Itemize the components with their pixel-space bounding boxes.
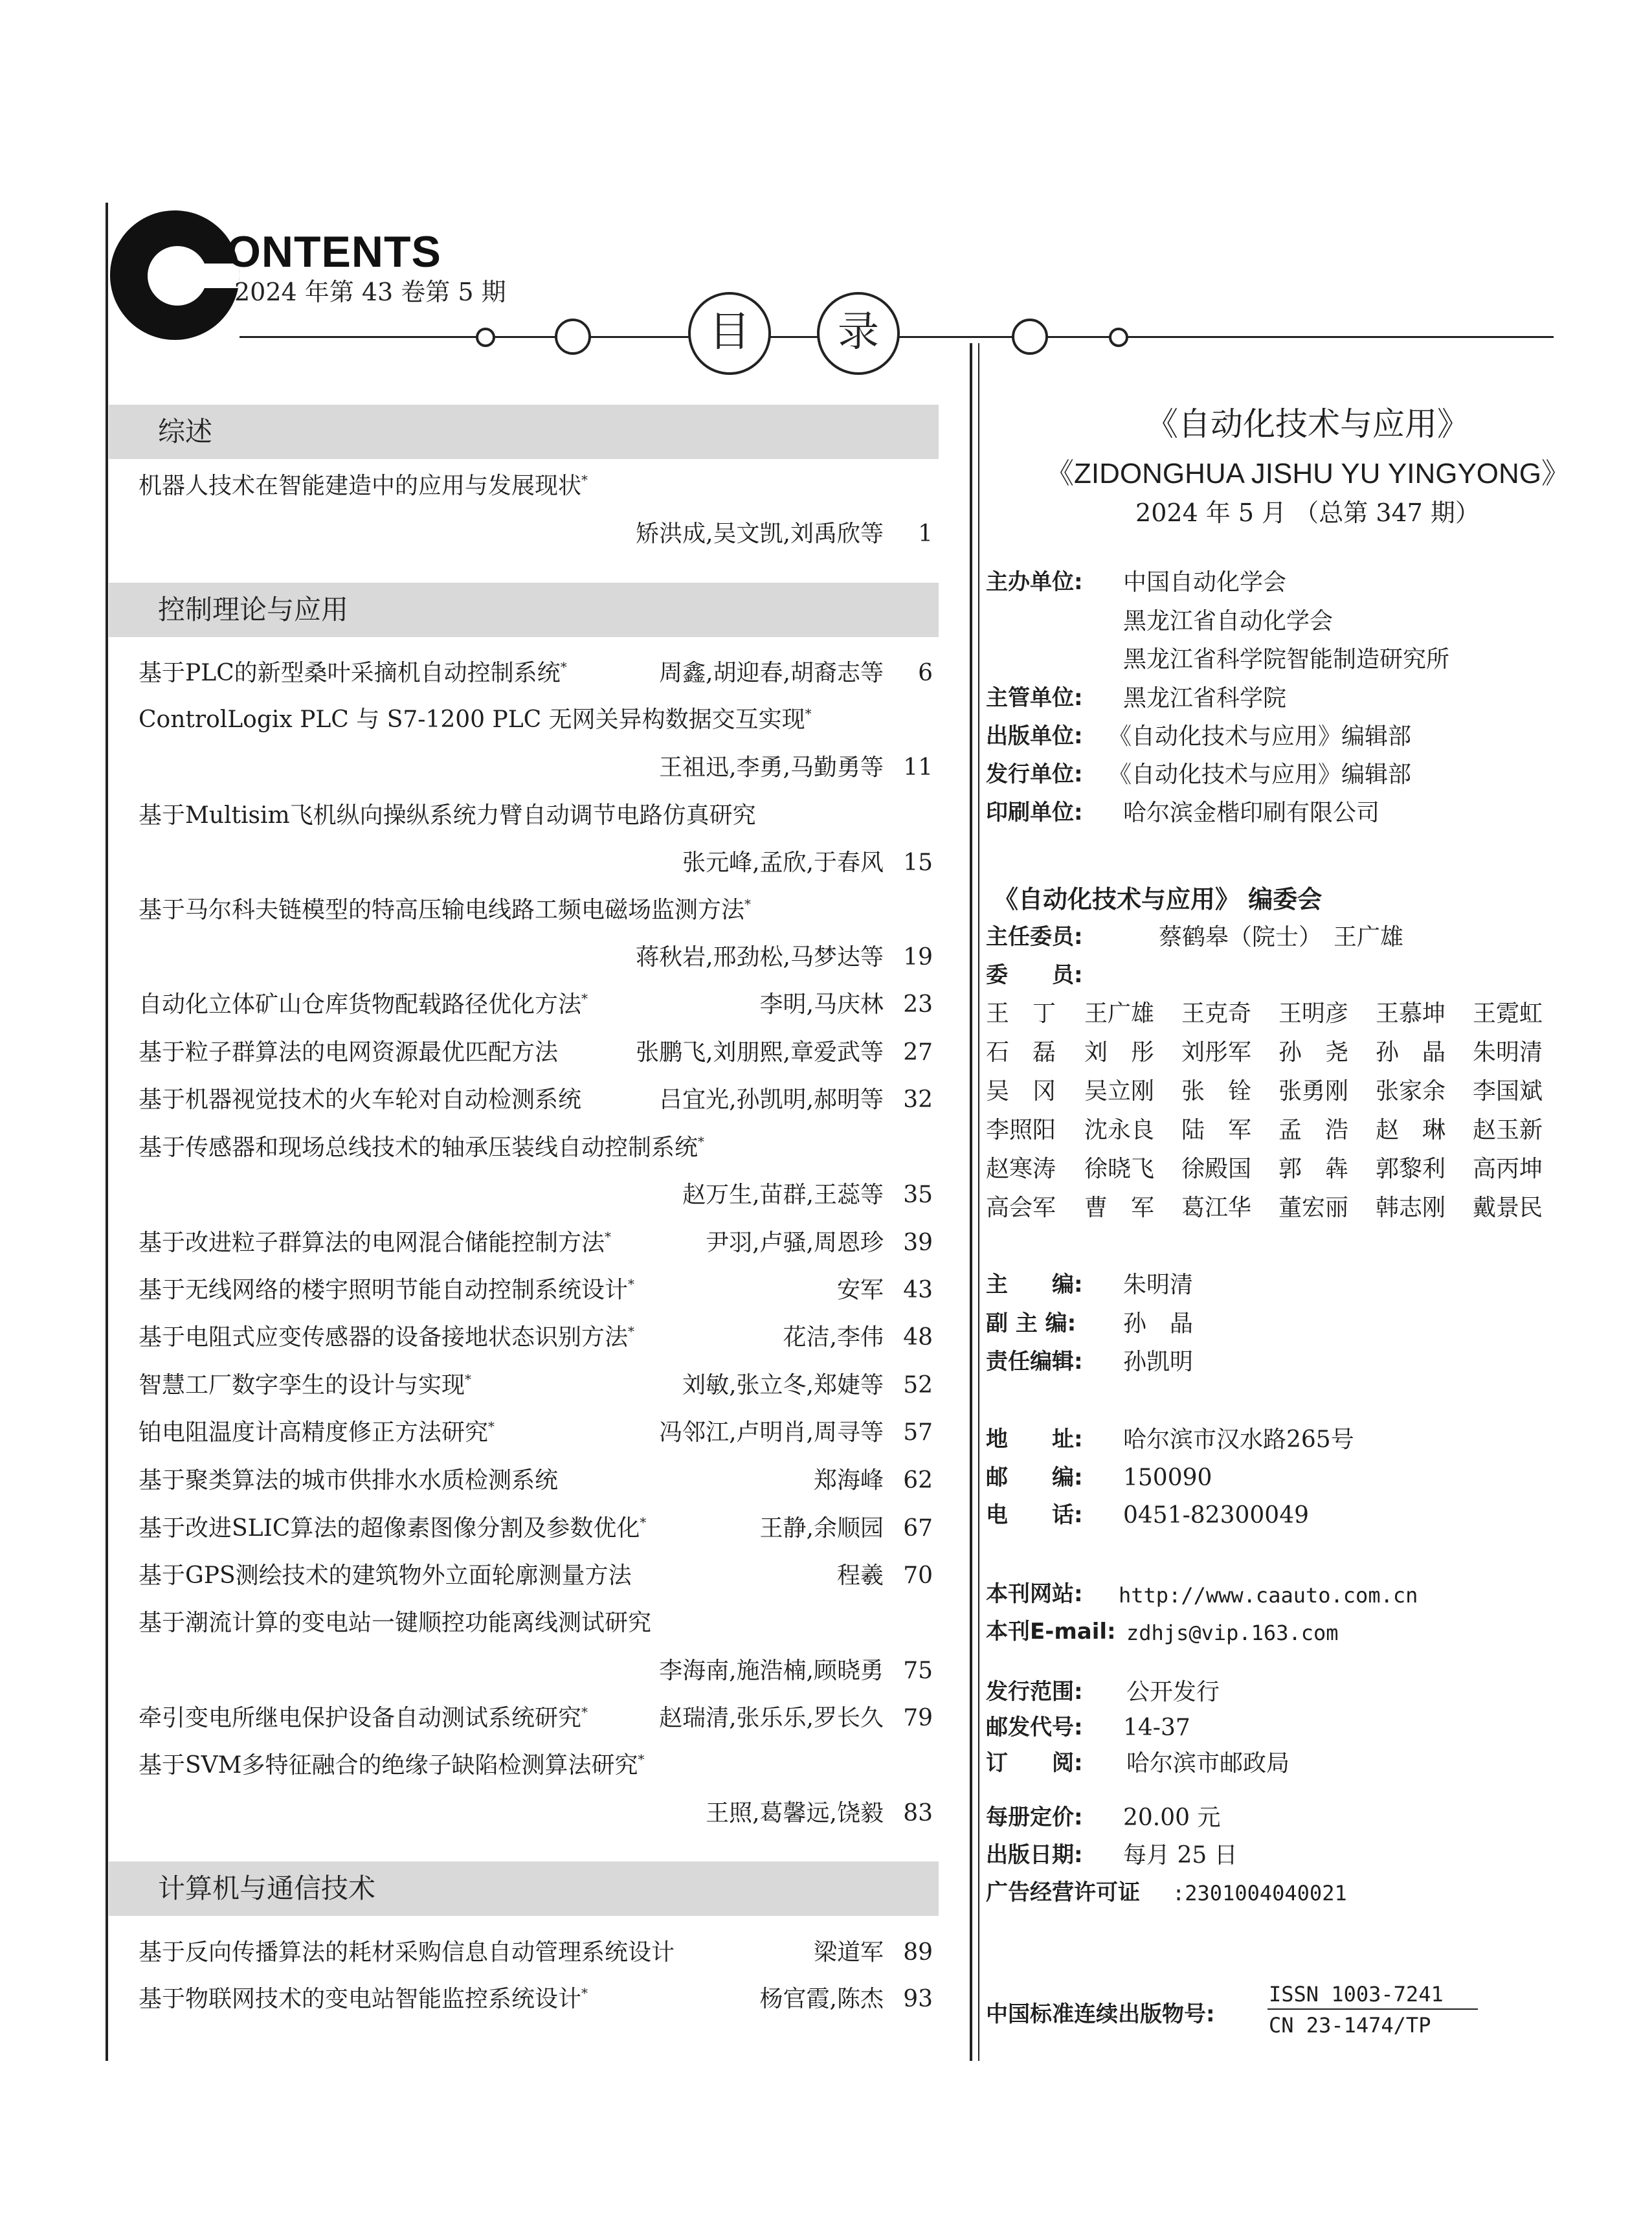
left-rule (106, 203, 108, 2061)
member: 葛江华 (1181, 1195, 1252, 1221)
website-link[interactable]: http://www.caauto.com.cn (1119, 1583, 1418, 1608)
member: 石 磊 (986, 1039, 1056, 1066)
member: 刘彤军 (1181, 1039, 1252, 1066)
supervisor: 黑龙江省科学院 (1123, 685, 1287, 712)
ring-decoration (1012, 319, 1048, 355)
toc-entry[interactable]: ControlLogix PLC 与 S7-1200 PLC 无网关异构数据交互实现* (139, 706, 812, 733)
scope: 公开发行 (1126, 1679, 1220, 1705)
sponsor-3: 黑龙江省科学院智能制造研究所 (1123, 646, 1450, 673)
journal-title-pinyin: 《ZIDONGHUA JISHU YU YINGYONG》 (1045, 458, 1570, 489)
website-label: 本刊网站: (986, 1581, 1083, 1607)
email-label: 本刊E-mail: (986, 1619, 1116, 1645)
member: 王明彦 (1278, 1000, 1349, 1027)
ad-license-label: 广告经营许可证 (986, 1880, 1140, 1906)
subscribe: 哈尔滨市邮政局 (1126, 1750, 1290, 1777)
toc-entry[interactable]: 基于反向传播算法的耗材采购信息自动管理系统设计 梁道军 89 (139, 1939, 933, 1966)
postal-code: 14-37 (1123, 1714, 1190, 1741)
sponsor-1: 中国自动化学会 (1123, 569, 1287, 596)
member: 孙 尧 (1278, 1039, 1349, 1066)
toc-entry-authors: 王祖迅,李勇,马勤勇等 11 (659, 754, 933, 781)
member: 王 丁 (986, 1000, 1056, 1027)
member: 孟 浩 (1278, 1117, 1349, 1143)
responsible-editor: 孙凯明 (1123, 1349, 1194, 1375)
member: 王广雄 (1084, 1000, 1155, 1027)
toc-entry[interactable]: 牵引变电所继电保护设备自动测试系统研究* 赵瑞清,张乐乐,罗长久 79 (139, 1704, 933, 1731)
toc-entry[interactable]: 基于GPS测绘技术的建筑物外立面轮廓测量方法 程羲 70 (139, 1562, 933, 1589)
toc-entry[interactable]: 基于机器视觉技术的火车轮对自动检测系统 吕宜光,孙凯明,郝明等 32 (139, 1086, 933, 1113)
directors: 蔡鹤皋（院士） 王广雄 (1159, 924, 1404, 950)
member: 赵玉新 (1473, 1117, 1543, 1143)
ring-decoration (1109, 328, 1128, 347)
member: 张勇刚 (1278, 1078, 1349, 1105)
price-label: 每册定价: (986, 1804, 1083, 1830)
publisher: 《自动化技术与应用》编辑部 (1108, 723, 1412, 750)
cn-number: CN 23-1474/TP (1269, 2013, 1431, 2038)
price: 20.00 元 (1123, 1804, 1221, 1831)
phone: 0451-82300049 (1123, 1502, 1310, 1529)
pubdate: 每月 25 日 (1123, 1842, 1238, 1869)
section-header: 控制理论与应用 (109, 583, 939, 637)
printer-label: 印刷单位: (986, 800, 1083, 826)
member: 徐晓飞 (1084, 1156, 1155, 1182)
member: 孙 晶 (1376, 1039, 1446, 1066)
distributor-label: 发行单位: (986, 761, 1083, 787)
column-divider-thin (978, 343, 979, 2061)
member: 董宏丽 (1278, 1195, 1349, 1221)
toc-entry-authors: 赵万生,苗群,王蕊等 35 (682, 1182, 933, 1208)
toc-entry[interactable]: 基于传感器和现场总线技术的轴承压装线自动控制系统* (139, 1134, 705, 1161)
member: 赵寒涛 (986, 1156, 1056, 1182)
issue-info: 2024 年第 43 卷第 5 期 (234, 278, 506, 306)
member: 朱明清 (1473, 1039, 1543, 1066)
member: 王克奇 (1181, 1000, 1252, 1027)
toc-entry[interactable]: 智慧工厂数字孪生的设计与实现* 刘敏,张立冬,郑婕等 52 (139, 1371, 933, 1399)
member: 韩志刚 (1376, 1195, 1446, 1221)
sponsor-2: 黑龙江省自动化学会 (1123, 608, 1334, 635)
ring-decoration (476, 328, 495, 347)
member: 李国斌 (1473, 1078, 1543, 1105)
director-label: 主任委员: (986, 924, 1083, 950)
subscribe-label: 订 阅: (986, 1750, 1083, 1776)
address: 哈尔滨市汉水路265号 (1123, 1426, 1354, 1453)
distributor: 《自动化技术与应用》编辑部 (1108, 761, 1412, 788)
deputy-editor-label: 副 主 编: (986, 1310, 1077, 1336)
member: 曹 军 (1084, 1195, 1155, 1221)
postal-code-label: 邮发代号: (986, 1714, 1083, 1740)
member: 高会军 (986, 1195, 1056, 1221)
toc-entry[interactable]: 基于粒子群算法的电网资源最优匹配方法 张鹏飞,刘朋熙,章爱武等 27 (139, 1039, 933, 1066)
serial-label: 中国标准连续出版物号: (986, 2001, 1215, 2027)
journal-title: 《自动化技术与应用》 (1146, 405, 1469, 443)
member: 李照阳 (986, 1117, 1056, 1143)
ad-license: :2301004040021 (1172, 1881, 1347, 1906)
toc-entry[interactable]: 基于聚类算法的城市供排水水质检测系统 郑海峰 62 (139, 1467, 933, 1494)
toc-entry[interactable]: 基于PLC的新型桑叶采摘机自动控制系统* 周鑫,胡迎春,胡裔志等 6 (139, 659, 933, 686)
member: 戴景民 (1473, 1195, 1543, 1221)
toc-entry-authors: 蒋秋岩,邢劲松,马梦达等 19 (636, 944, 933, 971)
toc-entry[interactable]: 基于电阻式应变传感器的设备接地状态识别方法* 花洁,李伟 48 (139, 1323, 933, 1351)
column-divider (970, 343, 972, 2061)
toc-entry[interactable]: 基于物联网技术的变电站智能监控系统设计* 杨官霞,陈杰 93 (139, 1985, 933, 2012)
chief-editor-label: 主 编: (986, 1272, 1083, 1298)
toc-entry[interactable]: 铂电阻温度计高精度修正方法研究* 冯邻江,卢明肖,周寻等 57 (139, 1419, 933, 1446)
sponsor-label: 主办单位: (986, 569, 1083, 595)
member: 吴立刚 (1084, 1078, 1155, 1105)
toc-entry-authors: 张元峰,孟欣,于春风 15 (682, 849, 933, 876)
section-header: 计算机与通信技术 (109, 1861, 939, 1916)
toc-entry[interactable]: 基于无线网络的楼宇照明节能自动控制系统设计* 安军 43 (139, 1276, 933, 1303)
supervisor-label: 主管单位: (986, 685, 1083, 711)
mu-character-ring: 目 (688, 292, 771, 375)
pubdate-label: 出版日期: (986, 1842, 1083, 1868)
member: 徐殿国 (1181, 1156, 1252, 1182)
contents-heading: ONTENTS (227, 227, 441, 276)
issn-rule (1267, 2008, 1478, 2010)
phone-label: 电 话: (986, 1502, 1083, 1528)
contents-c-logo (110, 210, 240, 340)
scope-label: 发行范围: (986, 1679, 1083, 1705)
toc-entry[interactable]: 基于改进粒子群算法的电网混合储能控制方法* 尹羽,卢骚,周恩珍 39 (139, 1229, 933, 1256)
publisher-label: 出版单位: (986, 723, 1083, 749)
issn: ISSN 1003-7241 (1269, 1982, 1444, 2007)
lu-character-ring: 录 (817, 292, 900, 375)
member: 刘 彤 (1084, 1039, 1155, 1066)
member: 王霓虹 (1473, 1000, 1543, 1027)
toc-entry[interactable]: 机器人技术在智能建造中的应用与发展现状* (139, 472, 588, 499)
postcode: 150090 (1123, 1465, 1212, 1491)
member: 张 铨 (1181, 1078, 1252, 1105)
toc-entry[interactable]: 基于马尔科夫链模型的特高压输电线路工频电磁场监测方法* (139, 896, 752, 923)
email-link[interactable]: zdhjs@vip.163.com (1126, 1621, 1339, 1645)
issue-date-line: 2024 年 5 月 （总第 347 期） (1135, 499, 1480, 527)
toc-entry-authors: 李海南,施浩楠,顾晓勇 75 (659, 1658, 933, 1684)
toc-entry[interactable]: 基于SVM多特征融合的绝缘子缺陷检测算法研究* (139, 1751, 645, 1779)
member: 郭黎利 (1376, 1156, 1446, 1182)
toc-entry[interactable]: 基于改进SLIC算法的超像素图像分割及参数优化* 王静,余顺园 67 (139, 1514, 933, 1542)
member: 陆 军 (1181, 1117, 1252, 1143)
member: 张家余 (1376, 1078, 1446, 1105)
member: 吴 冈 (986, 1078, 1056, 1105)
member: 高丙坤 (1473, 1156, 1543, 1182)
toc-entry[interactable]: 基于潮流计算的变电站一键顺控功能离线测试研究 (139, 1610, 652, 1636)
member: 赵 琳 (1376, 1117, 1446, 1143)
board-title: 《自动化技术与应用》 编委会 (994, 885, 1323, 914)
postcode-label: 邮 编: (986, 1465, 1083, 1490)
toc-entry-authors: 王照,葛馨远,饶毅 83 (706, 1800, 933, 1827)
chief-editor: 朱明清 (1123, 1272, 1194, 1298)
toc-entry[interactable]: 自动化立体矿山仓库货物配载路径优化方法* 李明,马庆林 23 (139, 991, 933, 1018)
member: 沈永良 (1084, 1117, 1155, 1143)
member: 王慕坤 (1376, 1000, 1446, 1027)
section-header: 综述 (109, 405, 939, 459)
printer: 哈尔滨金楷印刷有限公司 (1123, 800, 1380, 826)
toc-entry-authors: 矫洪成,吴文凯,刘禹欣等 1 (636, 521, 933, 547)
ring-decoration (555, 319, 591, 355)
deputy-editor: 孙 晶 (1123, 1310, 1194, 1337)
address-label: 地 址: (986, 1426, 1083, 1452)
member: 郭 犇 (1278, 1156, 1349, 1182)
toc-entry[interactable]: 基于Multisim飞机纵向操纵系统力臂自动调节电路仿真研究 (139, 802, 756, 829)
members-label: 委 员: (986, 962, 1083, 988)
responsible-editor-label: 责任编辑: (986, 1349, 1083, 1375)
